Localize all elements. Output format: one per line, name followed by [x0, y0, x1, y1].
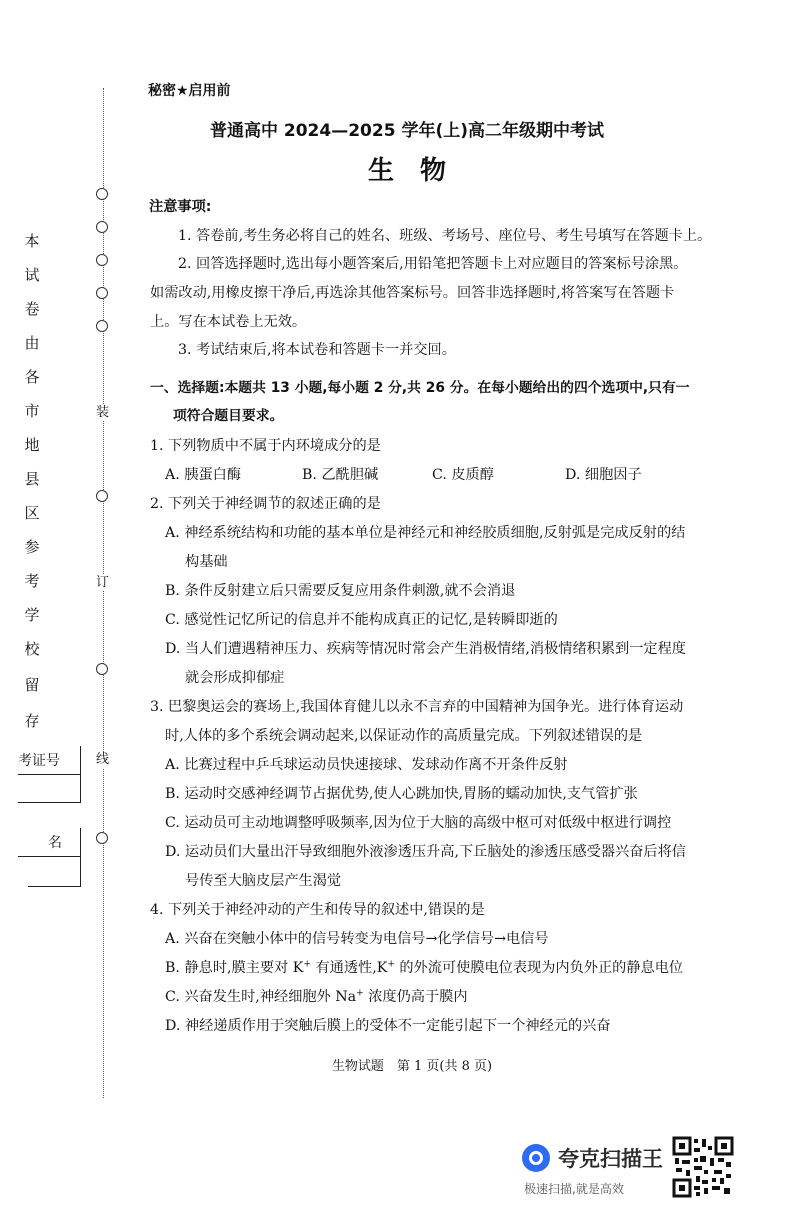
brand-name: 夸克扫描王: [558, 1147, 663, 1171]
question-4-option-d: D. 神经递质作用于突触后膜上的受体不一定能引起下一个神经元的兴奋: [165, 1018, 611, 1034]
question-3-option-d: D. 运动员们大量出汗导致细胞外液渗透压升高,下丘脑处的渗透压感受器兴奋后将信: [165, 844, 686, 860]
margin-note-char: 县: [24, 470, 40, 488]
margin-note-char: 区: [24, 504, 40, 522]
name-label: 名: [48, 835, 62, 851]
margin-note-char: 校: [24, 640, 40, 658]
question-2-option-c: C. 感觉性记忆所记的信息并不能构成真正的记忆,是转瞬即逝的: [165, 612, 558, 628]
superscript-plus: +: [356, 988, 364, 999]
question-1-stem: 1. 下列物质中不属于内环境成分的是: [150, 438, 381, 454]
option-b-text: B. 静息时,膜主要对 K: [165, 960, 304, 976]
question-3-option-a: A. 比赛过程中乒乓球运动员快速接球、发球动作离不开条件反射: [165, 757, 568, 773]
binding-hole: [96, 832, 108, 844]
binding-hole: [96, 254, 108, 266]
superscript-plus: +: [303, 959, 311, 970]
binding-mark-xian: 线: [96, 752, 110, 767]
notice-item: 1. 答卷前,考生务必将自己的姓名、班级、考场号、座位号、考生号填写在答题卡上。: [178, 228, 712, 244]
margin-note-char: 市: [24, 402, 40, 420]
notice-item: 上。写在本试卷上无效。: [150, 314, 307, 330]
question-4-stem: 4. 下列关于神经冲动的产生和传导的叙述中,错误的是: [150, 902, 485, 918]
binding-hole: [96, 221, 108, 233]
question-1-option-a: A. 胰蛋白酶: [165, 467, 242, 483]
question-3-option-c: C. 运动员可主动地调整呼吸频率,因为位于大脑的高级中枢可对低级中枢进行调控: [165, 815, 672, 831]
logo-inner-dot: [532, 1154, 540, 1162]
option-c-text: 浓度仍高于膜内: [363, 989, 468, 1005]
binding-dotted-line: [103, 88, 104, 1098]
question-1-option-d: D. 细胞因子: [565, 467, 642, 483]
binding-hole: [96, 188, 108, 200]
question-4-option-b: [165, 958, 683, 978]
question-3-stem-cont: 时,人体的多个系统会调动起来,以保证动作的高质量完成。下列叙述错误的是: [165, 728, 643, 744]
exam-number-field: [18, 746, 81, 803]
section-heading-cont: 项符合题目要求。: [173, 408, 284, 424]
binding-mark-zhuang: 装: [96, 405, 110, 420]
binding-hole: [96, 287, 108, 299]
question-3-option-d-cont: 号传至大脑皮层产生渴觉: [185, 873, 342, 889]
question-1-option-c: C. 皮质醇: [432, 467, 494, 483]
page-footer: 生物试题 第 1 页(共 8 页): [331, 1059, 493, 1074]
binding-mark-ding: 订: [96, 575, 110, 590]
margin-note-char: 留: [24, 676, 40, 694]
field-line: [18, 856, 80, 857]
binding-hole: [96, 320, 108, 332]
quark-logo-icon: [522, 1144, 550, 1172]
superscript-plus: +: [387, 959, 395, 970]
margin-note-char: 试: [24, 266, 40, 284]
question-4-option-a: A. 兴奋在突触小体中的信号转变为电信号→化学信号→电信号: [165, 931, 549, 947]
margin-note-char: 本: [24, 232, 40, 250]
notice-item: 2. 回答选择题时,选出每小题答案后,用铅笔把答题卡上对应题目的答案标号涂黑。: [178, 256, 688, 272]
question-4-option-c: [165, 987, 468, 1007]
margin-note-char: 地: [24, 436, 40, 454]
notice-item: 3. 考试结束后,将本试卷和答题卡一并交回。: [178, 342, 456, 358]
option-b-text: 的外流可使膜电位表现为内负外正的静息电位: [394, 960, 684, 976]
subject-title: 生 物: [367, 156, 446, 186]
margin-note-char: 考: [24, 572, 40, 590]
margin-note-char: 由: [24, 334, 40, 352]
binding-hole: [96, 663, 108, 675]
scanner-watermark: [520, 1140, 740, 1200]
question-2-option-d: D. 当人们遭遇精神压力、疾病等情况时常会产生消极情绪,消极情绪积累到一定程度: [165, 641, 686, 657]
margin-note-char: 学: [24, 606, 40, 624]
question-2-option-a: A. 神经系统结构和功能的基本单位是神经元和神经胶质细胞,反射弧是完成反射的结: [165, 525, 686, 541]
margin-note-char: 卷: [24, 300, 40, 318]
question-3-option-b: B. 运动时交感神经调节占据优势,使人心跳加快,胃肠的蠕动加快,支气管扩张: [165, 786, 638, 802]
notice-heading: 注意事项:: [149, 199, 212, 215]
question-1-option-b: B. 乙酰胆碱: [302, 467, 379, 483]
name-field: [28, 828, 81, 887]
binding-hole: [96, 490, 108, 502]
question-2-option-b: B. 条件反射建立后只需要反复应用条件刺激,就不会消退: [165, 583, 516, 599]
section-heading: 一、选择题:本题共 13 小题,每小题 2 分,共 26 分。在每小题给出的四个选项中,只有一: [150, 380, 690, 396]
question-3-stem: 3. 巴黎奥运会的赛场上,我国体育健儿以永不言弃的中国精神为国争光。进行体育运动: [150, 699, 684, 715]
option-c-text: C. 兴奋发生时,神经细胞外 Na: [165, 989, 357, 1005]
notice-item: 如需改动,用橡皮擦干净后,再选涂其他答案标号。回答非选择题时,将答案写在答题卡: [150, 285, 675, 301]
exam-number-label: 考证号: [18, 753, 60, 769]
question-2-stem: 2. 下列关于神经调节的叙述正确的是: [150, 496, 381, 512]
option-b-text: 有通透性,K: [310, 960, 388, 976]
exam-title: 普通高中 2024—2025 学年(上)高二年级期中考试: [209, 121, 604, 141]
question-2-option-d-cont: 就会形成抑郁症: [185, 670, 285, 686]
margin-note-char: 参: [24, 538, 40, 556]
margin-note-char: 各: [24, 368, 40, 386]
brand-slogan: 极速扫描,就是高效: [524, 1182, 624, 1196]
qr-code-icon: [672, 1136, 734, 1198]
question-2-option-a-cont: 构基础: [185, 554, 228, 570]
field-line: [18, 774, 80, 775]
secrecy-label: 秘密★启用前: [148, 83, 231, 99]
margin-note-char: 存: [24, 712, 40, 730]
